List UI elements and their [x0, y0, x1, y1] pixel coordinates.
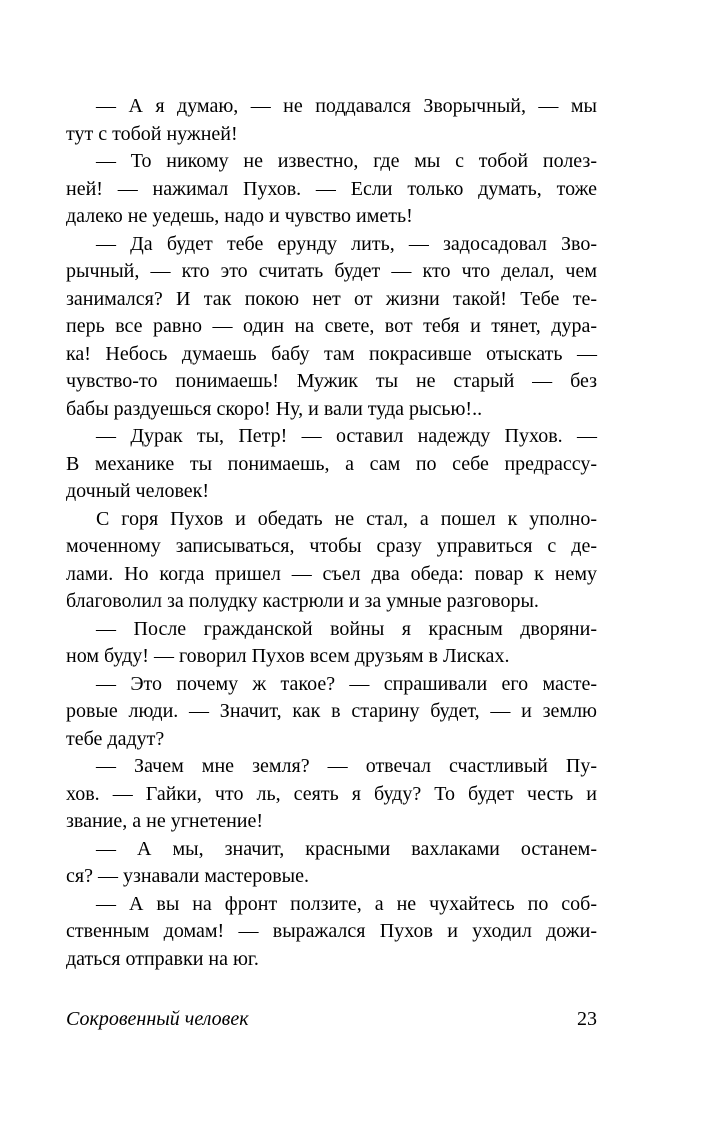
text-line: — То никому не известно, где мы с тобой полез- [96, 150, 597, 172]
text-line: даться отправки на юг. [66, 947, 259, 970]
text-line: — А мы, значит, красными вахлаками останем- [96, 837, 597, 860]
text-line: тут с тобой нужней! [66, 122, 238, 145]
text-line: С горя Пухов и обедать не стал, а пошел к уполно- [96, 507, 597, 530]
paragraph [66, 671, 597, 754]
text-line: тебе дадут? [66, 727, 165, 750]
text-line: — Да будет тебе ерунду лить, — задосадовал Зво- [96, 232, 597, 255]
page-footer [66, 1006, 597, 1033]
text-line: моченному записываться, чтобы сразу управиться с де- [66, 535, 597, 557]
text-line: перь все равно — один на свете, вот тебя и тянет, дура- [66, 315, 597, 337]
text-line: ном буду! — говорил Пухов всем друзьям в Лисках. [66, 645, 510, 667]
text-line: чувство-то понимаешь! Мужик ты не старый — без [66, 370, 597, 392]
text-line: занимался? И так покою нет от жизни такой! Тебе те- [66, 287, 597, 310]
page-number: 23 [577, 1008, 597, 1030]
text-line: — А вы на фронт ползите, а не чухайтесь по соб- [96, 892, 597, 915]
text-line: благоволил за полудку кастрюли и за умные разговоры. [66, 590, 539, 612]
text-line: ственным домам! — выражался Пухов и уходил дожи- [66, 920, 597, 942]
text-line: звание, а не угнетение! [66, 810, 264, 832]
text-line: ся? — узнавали мастеровые. [66, 865, 309, 887]
text-line: лами. Но когда пришел — съел два обеда: повар к нему [66, 562, 597, 585]
text-line: хов. — Гайки, что ль, сеять я буду? То будет честь и [66, 782, 597, 805]
text-line: ка! Небось думаешь бабу там покрасивше отыскать — [66, 342, 597, 365]
text-line: — Зачем мне земля? — отвечал счастливый Пу- [96, 755, 597, 777]
text-line: В механике ты понимаешь, а сам по себе предрассу- [66, 452, 597, 475]
text-line: бабы раздуешься скоро! Ну, и вали туда рысью!.. [66, 397, 483, 420]
paragraph [66, 836, 597, 891]
text-line: далеко не уедешь, надо и чувство иметь! [66, 205, 413, 227]
paragraph [66, 231, 597, 424]
paragraph [66, 753, 597, 836]
text-block [66, 93, 597, 973]
text-line: — Это почему ж такое? — спрашивали его масте- [96, 672, 597, 695]
text-line: рычный, — кто это считать будет — кто что делал, чем [66, 260, 597, 282]
running-title: Сокровенный человек [66, 1008, 249, 1030]
text-line: ней! — нажимал Пухов. — Если только думать, тоже [66, 177, 597, 200]
paragraph [66, 93, 597, 148]
paragraph [66, 616, 597, 671]
text-line: — А я думаю, — не поддавался Зворычный, — мы [96, 95, 597, 117]
paragraph [66, 423, 597, 506]
paragraph [66, 506, 597, 616]
text-line: — После гражданской войны я красным дворяни- [96, 617, 597, 640]
paragraph [66, 148, 597, 231]
text-line: — Дурак ты, Петр! — оставил надежду Пухов. — [96, 425, 597, 447]
text-line: ровые люди. — Значит, как в старину будет, — и землю [66, 700, 597, 722]
text-line: дочный человек! [66, 480, 210, 502]
paragraph [66, 891, 597, 974]
